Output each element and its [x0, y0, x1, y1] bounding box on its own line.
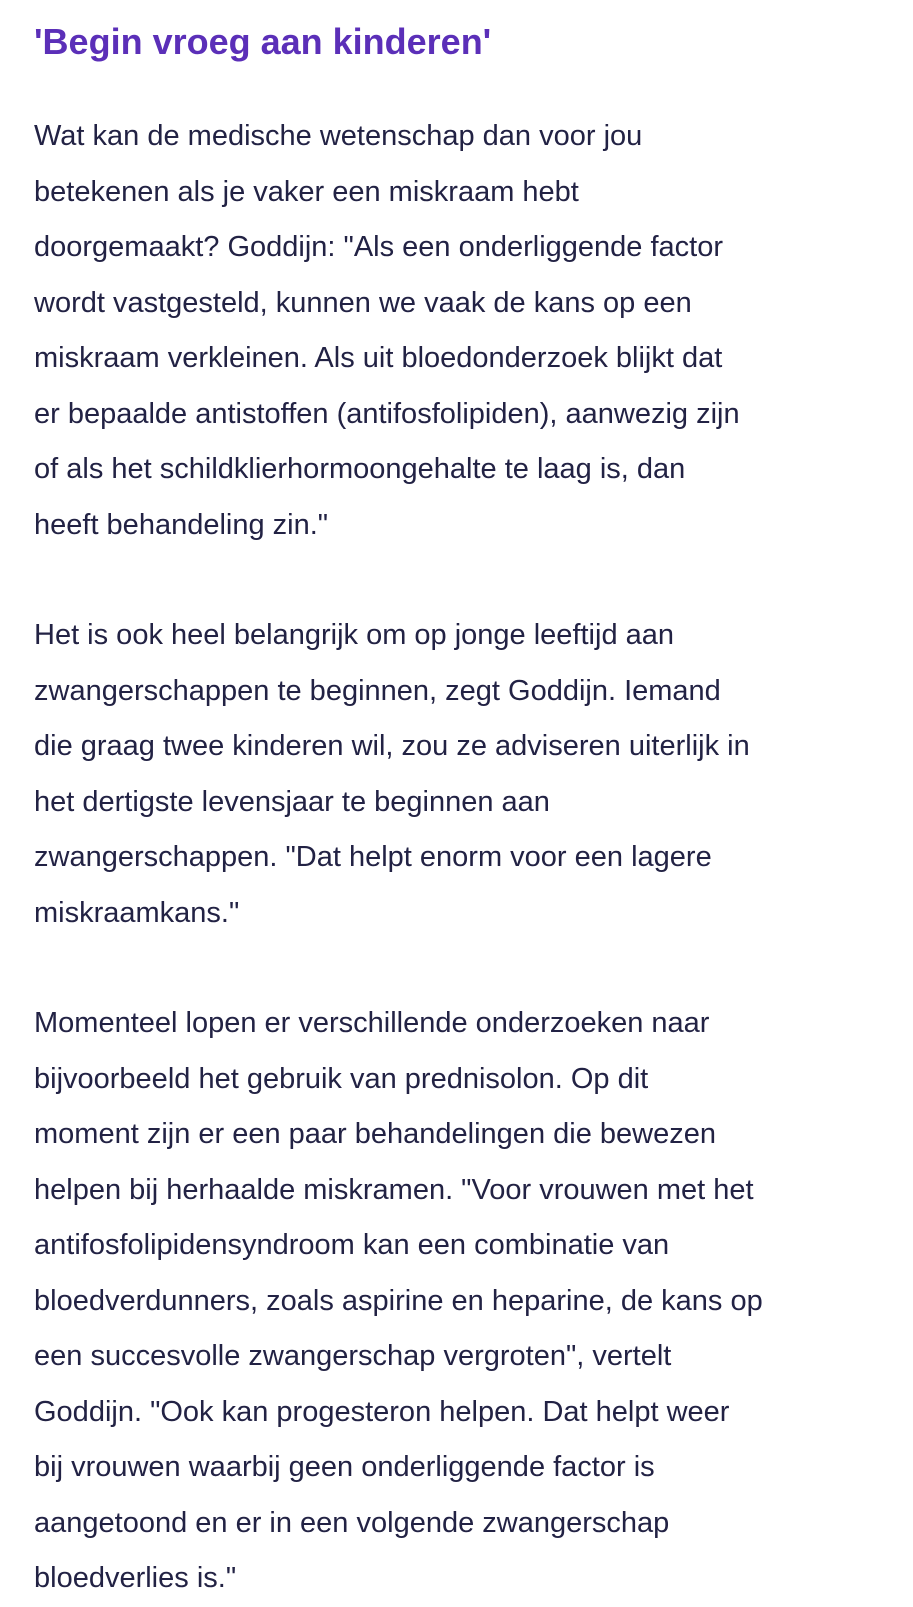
- text-line: antifosfolipidensyndroom kan een combinatie van: [34, 1229, 670, 1261]
- text-line: moment zijn er een paar behandelingen die bewezen: [34, 1118, 716, 1150]
- text-line: aangetoond en er in een volgende zwangerschap: [34, 1506, 670, 1539]
- text-line: of als het schildklierhormoongehalte te laag is, dan: [34, 453, 686, 485]
- text-line: Het is ook heel belangrijk om op jonge leeftijd aan: [34, 619, 675, 651]
- text-line: helpen bij herhaalde miskramen. "Voor vrouwen met het: [34, 1173, 754, 1206]
- section-heading: 'Begin vroeg aan kinderen': [34, 21, 492, 62]
- text-line: Wat kan de medische wetenschap dan voor jou: [34, 120, 643, 152]
- text-line: Goddijn. "Ook kan progesteron helpen. Dat helpt weer: [34, 1395, 730, 1428]
- paragraph: [34, 109, 894, 553]
- text-line: zwangerschappen. "Dat helpt enorm voor een lagere: [34, 841, 712, 873]
- text-line: bij vrouwen waarbij geen onderliggende factor is: [34, 1451, 655, 1483]
- text-line: zwangerschappen te beginnen, zegt Goddijn. Iemand: [34, 674, 721, 707]
- text-line: Momenteel lopen er verschillende onderzoeken naar: [34, 1007, 710, 1039]
- text-line: heeft behandeling zin.": [34, 508, 329, 541]
- text-line: miskraam verkleinen. Als uit bloedonderzoek blijkt dat: [34, 342, 723, 374]
- paragraph: [34, 608, 894, 941]
- text-line: bloedverlies is.": [34, 1562, 237, 1594]
- text-line: er bepaalde antistoffen (antifosfolipiden), aanwezig zijn: [34, 397, 740, 430]
- text-line: een succesvolle zwangerschap vergroten", vertelt: [34, 1340, 672, 1372]
- text-line: doorgemaakt? Goddijn: "Als een onderliggende factor: [34, 231, 724, 263]
- text-line: betekenen als je vaker een miskraam hebt: [34, 175, 579, 208]
- article: [34, 0, 894, 1607]
- text-line: die graag twee kinderen wil, zou ze adviseren uiterlijk in: [34, 730, 750, 762]
- text-line: bloedverdunners, zoals aspirine en heparine, de kans op: [34, 1284, 763, 1317]
- text-line: wordt vastgesteld, kunnen we vaak de kans op een: [34, 286, 692, 319]
- text-line: het dertigste levensjaar te beginnen aan: [34, 785, 550, 818]
- paragraph: [34, 996, 894, 1607]
- text-line: bijvoorbeeld het gebruik van prednisolon. Op dit: [34, 1062, 649, 1095]
- text-line: miskraamkans.": [34, 896, 240, 929]
